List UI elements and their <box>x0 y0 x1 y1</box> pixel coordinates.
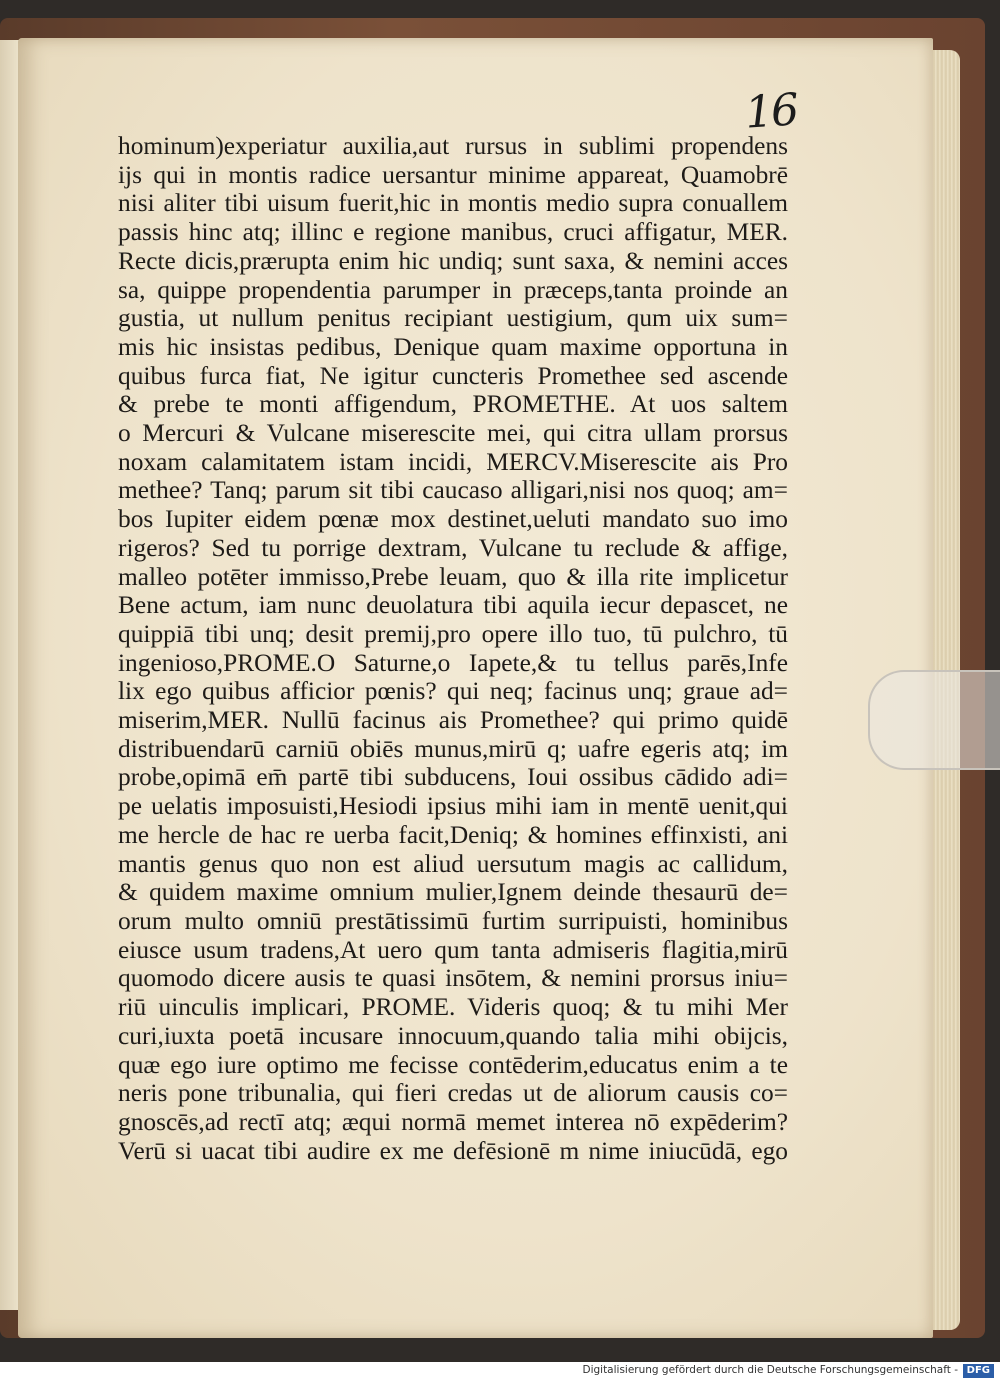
text-line: pe uelatis imposuisti,Hesiodi ipsius mihi iam in mentē uenit,qui <box>118 792 788 821</box>
text-line: neris pone tribunalia, qui fieri credas ut de aliorum causis co= <box>118 1079 788 1108</box>
text-line: quomodo dicere ausis te quasi insōtem, & nemini prorsus iniu= <box>118 964 788 993</box>
text-line: riū uinculis implicari, PROME. Videris quoq; & tu mihi Mer <box>118 993 788 1022</box>
text-line: lix ego quibus afficior pœnis? qui neq; facinus unq; graue ad= <box>118 677 788 706</box>
text-line: sa, quippe propendentia parumper in præceps,tanta proinde an <box>118 275 788 304</box>
text-line: mantis genus quo non est aliud uersutum magis ac callidum, <box>118 849 788 878</box>
folio-number: 16 <box>743 84 799 139</box>
text-line: quæ ego iure optimo me fecisse contēderim,educatus enim a te <box>118 1050 788 1079</box>
text-line: ingenioso,PROME.O Saturne,o Iapete,& tu tellus parēs,Infe <box>118 648 788 677</box>
text-line: gustia, ut nullum penitus recipiant uestigium, qum uix sum= <box>118 304 788 333</box>
text-line: bos Iupiter eidem pœnæ mox destinet,ueluti mandato suo imo <box>118 505 788 534</box>
text-line: probe,opimā em̄ partē tibi subducens, Ioui ossibus cādido adi= <box>118 763 788 792</box>
text-line: methee? Tanq; parum sit tibi caucaso alligari,nisi nos quoq; am= <box>118 476 788 505</box>
text-line: hominum)experiatur auxilia,aut rursus in sublimi propendens <box>118 132 788 160</box>
page-text <box>118 132 788 1165</box>
text-line: o Mercuri & Vulcane miserescite mei, qui citra ullam prorsus <box>118 419 788 448</box>
text-line: orum multo omniū prestātissimū furtim surripuisti, hominibus <box>118 906 788 935</box>
text-line: & prebe te monti affigendum, PROMETHE. At uos saltem <box>118 390 788 419</box>
bookmark-clip <box>868 670 1000 770</box>
text-line: ijs qui in montis radice uersantur minime appareat, Quamobrē <box>118 160 788 189</box>
text-line: nisi aliter tibi uisum fuerit,hic in montis medio supra conuallem <box>118 189 788 218</box>
text-line: Verū si uacat tibi audire ex me defēsionē m nime iniucūdā, ego <box>118 1136 788 1165</box>
text-line: rigeros? Sed tu porrige dextram, Vulcane tu reclude & affige, <box>118 533 788 562</box>
text-line: quibus furca fiat, Ne igitur cuncteris Promethee sed ascende <box>118 361 788 390</box>
text-line: eiusce usum tradens,At uero qum tanta admiseris flagitia,mirū <box>118 935 788 964</box>
text-line: Bene actum, iam nunc deuolatura tibi aquila iecur depascet, ne <box>118 591 788 620</box>
text-line: curi,iuxta poetā incusare innocuum,quando talia mihi obijcis, <box>118 1021 788 1050</box>
text-line: me hercle de hac re uerba facit,Deniq; & homines effinxisti, ani <box>118 820 788 849</box>
text-line: noxam calamitatem istam incidi, MERCV.Miserescite ais Pro <box>118 447 788 476</box>
text-line: Recte dicis,prærupta enim hic undiq; sunt saxa, & nemini acces <box>118 246 788 275</box>
dfg-logo: DFG <box>963 1364 994 1378</box>
funding-credit: Digitalisierung gefördert durch die Deutsche Forschungsgemeinschaft - <box>582 1364 958 1376</box>
text-line: quippiā tibi unq; desit premij,pro opere illo tuo, tū pulchro, tū <box>118 619 788 648</box>
text-line: & quidem maxime omnium mulier,Ignem deinde thesaurū de= <box>118 878 788 907</box>
text-line: mis hic insistas pedibus, Denique quam maxime opportuna in <box>118 332 788 361</box>
text-line: miserim,MER. Nullū facinus ais Promethee? qui primo quidē <box>118 706 788 735</box>
text-line: malleo potēter immisso,Prebe leuam, quo & illa rite implicetur <box>118 562 788 591</box>
text-line: passis hinc atq; illinc e regione manibus, cruci affigatur, MER. <box>118 218 788 247</box>
text-line: distribuendarū carniū obiēs munus,mirū q; uafre egeris atq; im <box>118 734 788 763</box>
text-line: gnoscēs,ad rectī atq; æqui normā memet interea nō expēderim? <box>118 1107 788 1136</box>
